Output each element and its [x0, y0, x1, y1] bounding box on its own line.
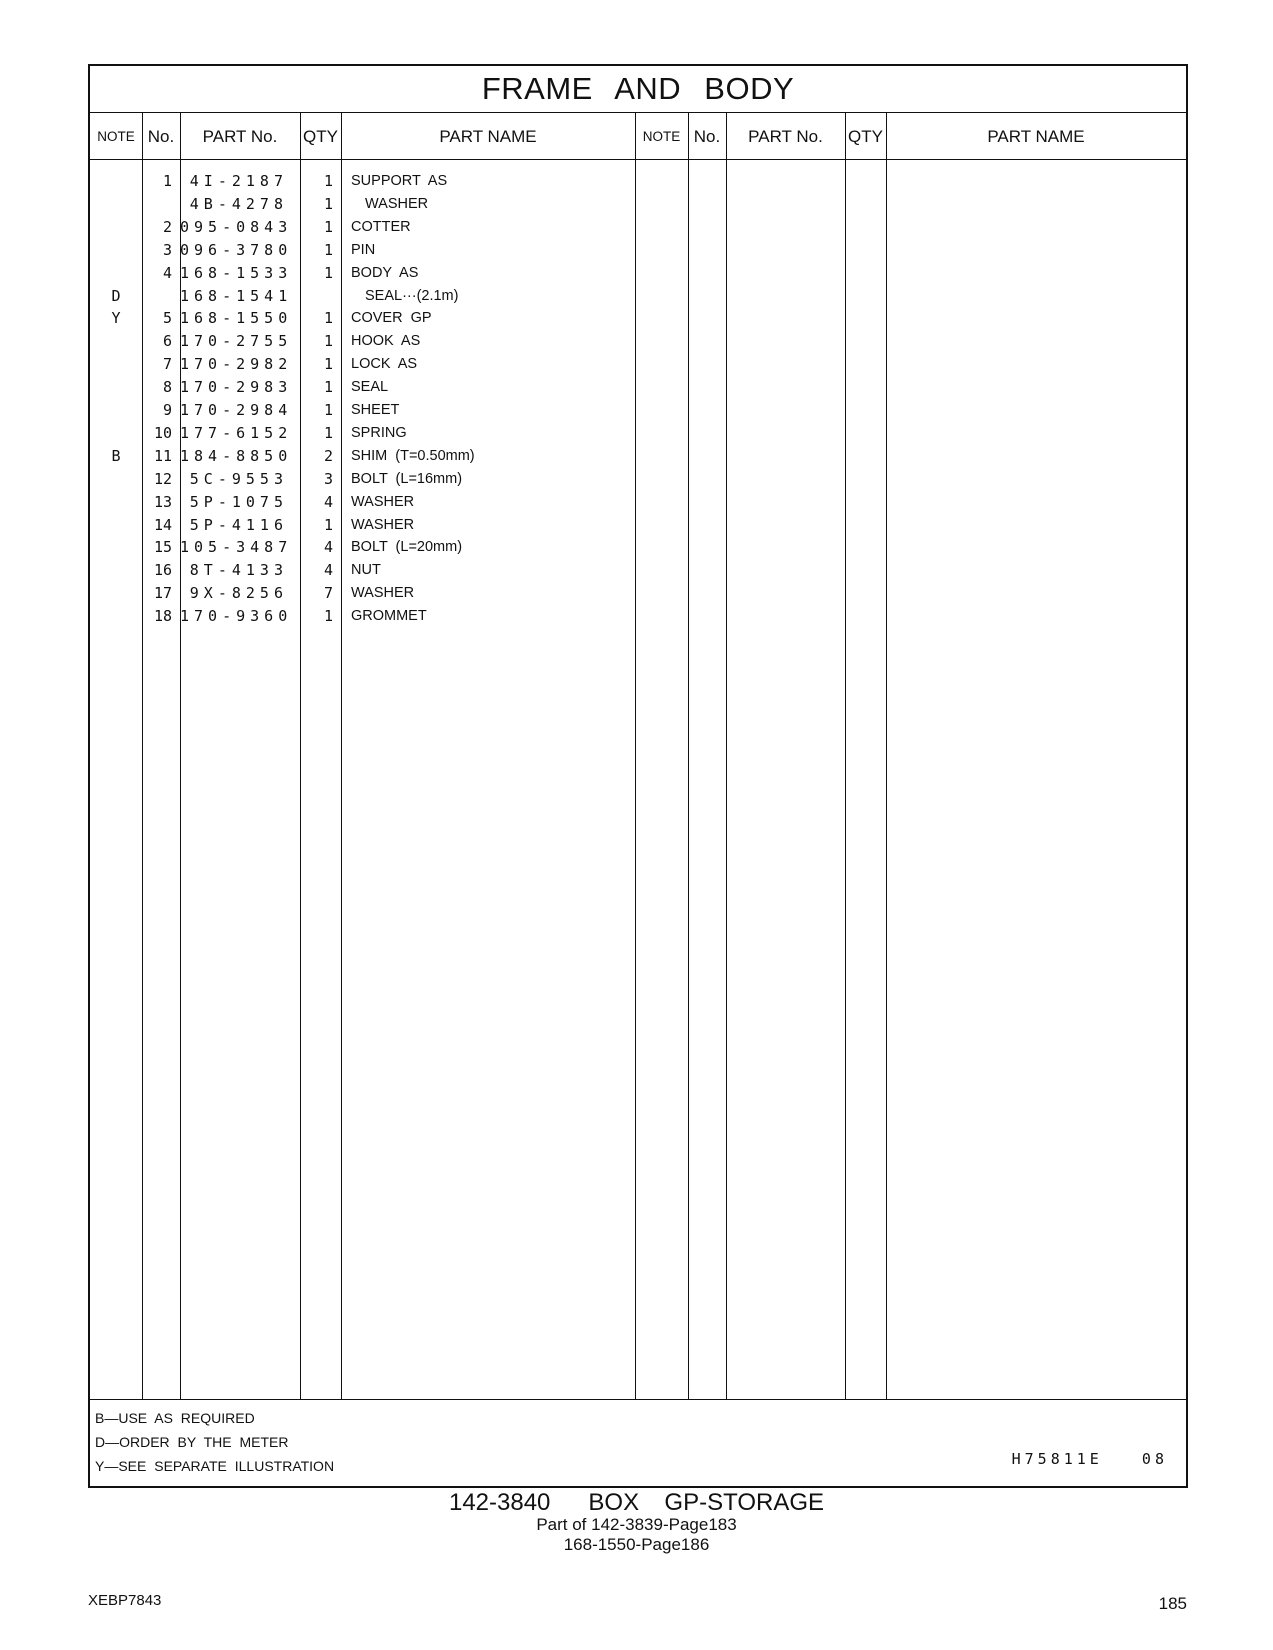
- row-quantity: 1: [323, 240, 333, 259]
- row-item-number: 15: [153, 538, 172, 557]
- legend-y: Y—SEE SEPARATE ILLUSTRATION: [95, 1458, 335, 1474]
- row-part-number: 4I-2187: [189, 172, 288, 190]
- header-part-no-right: PART No.: [748, 127, 823, 146]
- row-quantity: 1: [323, 172, 333, 190]
- row-part-name: WASHER: [351, 516, 415, 533]
- row-item-number: 12: [153, 469, 172, 488]
- illustration-code: H75811E 08: [1011, 1450, 1168, 1468]
- row-note: [90, 262, 142, 285]
- document-id: XEBP7843: [88, 1592, 162, 1609]
- row-part-number: 168-1533: [180, 263, 293, 282]
- row-part-number: 5P-4116: [189, 515, 288, 534]
- row-quantity: 4: [323, 538, 333, 557]
- header-part-no: PART No.: [202, 127, 278, 146]
- row-part-name: SUPPORT AS: [351, 173, 448, 189]
- row-part-name: SEAL: [351, 379, 389, 396]
- legend-b: B—USE AS REQUIRED: [95, 1410, 255, 1426]
- row-note: [90, 582, 142, 605]
- row-part-number: 096-3780: [180, 240, 293, 259]
- row-item-number: 9: [162, 401, 172, 419]
- row-part-number: 105-3487: [180, 538, 293, 557]
- row-note: [90, 353, 142, 376]
- row-item-number: 1: [162, 172, 172, 190]
- row-part-number: 170-2983: [180, 378, 293, 397]
- parts-table-frame: [88, 64, 1188, 1488]
- row-quantity: 1: [323, 194, 333, 213]
- row-part-name: GROMMET: [351, 608, 427, 625]
- header-qty-right: QTY: [848, 127, 883, 146]
- row-note: [90, 239, 142, 262]
- row-part-name: HOOK AS: [351, 333, 421, 350]
- row-item-number: 6: [162, 332, 172, 351]
- row-part-name: WASHER: [351, 585, 415, 602]
- row-note: [90, 330, 142, 353]
- col-divider: [341, 112, 342, 1399]
- row-item-number: 14: [153, 515, 172, 534]
- row-item-number: [142, 285, 172, 308]
- row-note: [90, 170, 142, 193]
- row-item-number: 17: [153, 584, 172, 603]
- row-note: [90, 468, 142, 491]
- row-quantity: 4: [323, 492, 333, 511]
- row-note: B: [111, 446, 121, 465]
- row-note: Y: [111, 309, 121, 328]
- row-part-name: LOCK AS: [351, 356, 418, 373]
- row-item-number: 3: [162, 240, 172, 259]
- col-divider: [688, 112, 689, 1399]
- row-part-number: 170-2982: [180, 355, 293, 374]
- row-item-number: 16: [153, 561, 172, 580]
- row-note: [90, 559, 142, 582]
- row-item-number: 10: [153, 423, 172, 442]
- row-item-number: [142, 193, 172, 216]
- legend-d: D—ORDER BY THE METER: [95, 1434, 289, 1450]
- group-title: 142-3840 BOX GP-STORAGE: [448, 1489, 825, 1516]
- row-part-number: 8T-4133: [189, 561, 288, 580]
- row-note: D: [111, 286, 121, 305]
- row-part-name: SHEET: [351, 402, 400, 418]
- row-quantity: 2: [323, 446, 333, 465]
- row-quantity: 1: [323, 378, 333, 397]
- row-part-name: COVER GP: [351, 310, 432, 327]
- row-note: [90, 376, 142, 399]
- row-quantity: 1: [323, 515, 333, 534]
- row-part-number: 168-1550: [180, 309, 293, 328]
- row-note: [90, 399, 142, 422]
- row-part-number: 168-1541: [180, 286, 293, 305]
- row-quantity: 1: [323, 217, 333, 236]
- header-part-name: PART NAME: [439, 127, 537, 146]
- row-part-number: 5C-9553: [189, 469, 288, 488]
- row-item-number: 2: [162, 217, 172, 236]
- col-divider: [886, 112, 887, 1399]
- row-part-number: 170-2984: [180, 401, 293, 419]
- row-item-number: 18: [153, 607, 172, 626]
- row-part-name: SPRING: [351, 424, 407, 441]
- row-part-name: WASHER: [351, 493, 415, 510]
- row-quantity: 3: [323, 469, 333, 488]
- page-number: 185: [1158, 1594, 1187, 1613]
- header-no: No.: [147, 127, 175, 146]
- row-part-number: 9X-8256: [189, 584, 288, 603]
- col-divider: [845, 112, 846, 1399]
- row-quantity: 1: [323, 607, 333, 626]
- row-note: [90, 422, 142, 445]
- header-part-name-right: PART NAME: [987, 127, 1085, 146]
- row-quantity: 1: [323, 332, 333, 351]
- page-title: FRAME AND BODY: [481, 71, 795, 106]
- row-part-number: 170-2755: [180, 332, 293, 351]
- row-note: [90, 605, 142, 628]
- row-part-number: 170-9360: [180, 607, 293, 626]
- row-part-name: BODY AS: [351, 264, 419, 281]
- row-note: [90, 536, 142, 559]
- row-note: [90, 216, 142, 239]
- row-quantity: 1: [323, 401, 333, 419]
- row-part-name: SEAL···(2.1m): [365, 287, 459, 304]
- row-item-number: 11: [153, 446, 172, 465]
- header-note-right: NOTE: [642, 129, 681, 144]
- title-divider: [90, 112, 1186, 113]
- row-note: [90, 514, 142, 537]
- row-part-name: BOLT (L=20mm): [351, 539, 463, 556]
- row-part-number: 5P-1075: [189, 492, 288, 511]
- row-part-name: WASHER: [365, 195, 429, 212]
- legend-divider: [90, 1399, 1186, 1400]
- part-of-reference-2: 168-1550-Page186: [563, 1535, 710, 1554]
- header-note: NOTE: [97, 129, 135, 144]
- row-quantity: 4: [323, 561, 333, 580]
- row-part-name: COTTER: [351, 218, 411, 235]
- row-quantity: 1: [323, 309, 333, 328]
- row-quantity: [300, 285, 333, 308]
- part-of-reference-1: Part of 142-3839-Page183: [536, 1515, 737, 1534]
- row-part-name: BOLT (L=16mm): [351, 470, 463, 487]
- col-divider: [726, 112, 727, 1399]
- row-item-number: 13: [153, 492, 172, 511]
- row-quantity: 7: [323, 584, 333, 603]
- row-quantity: 1: [323, 355, 333, 374]
- row-quantity: 1: [323, 423, 333, 442]
- row-part-number: 184-8850: [180, 446, 293, 465]
- row-item-number: 4: [162, 263, 172, 282]
- row-part-number: 177-6152: [180, 423, 293, 442]
- row-item-number: 8: [162, 378, 172, 397]
- row-note: [90, 193, 142, 216]
- header-no-right: No.: [693, 127, 721, 146]
- header-qty: QTY: [303, 127, 338, 146]
- row-part-name: SHIM (T=0.50mm): [351, 447, 475, 464]
- row-note: [90, 491, 142, 514]
- row-item-number: 5: [162, 309, 172, 328]
- row-item-number: 7: [162, 355, 172, 374]
- row-part-name: NUT: [351, 562, 381, 579]
- row-part-number: 095-0843: [180, 217, 293, 236]
- row-quantity: 1: [323, 263, 333, 282]
- row-part-number: 4B-4278: [189, 194, 288, 213]
- row-part-name: PIN: [351, 241, 376, 258]
